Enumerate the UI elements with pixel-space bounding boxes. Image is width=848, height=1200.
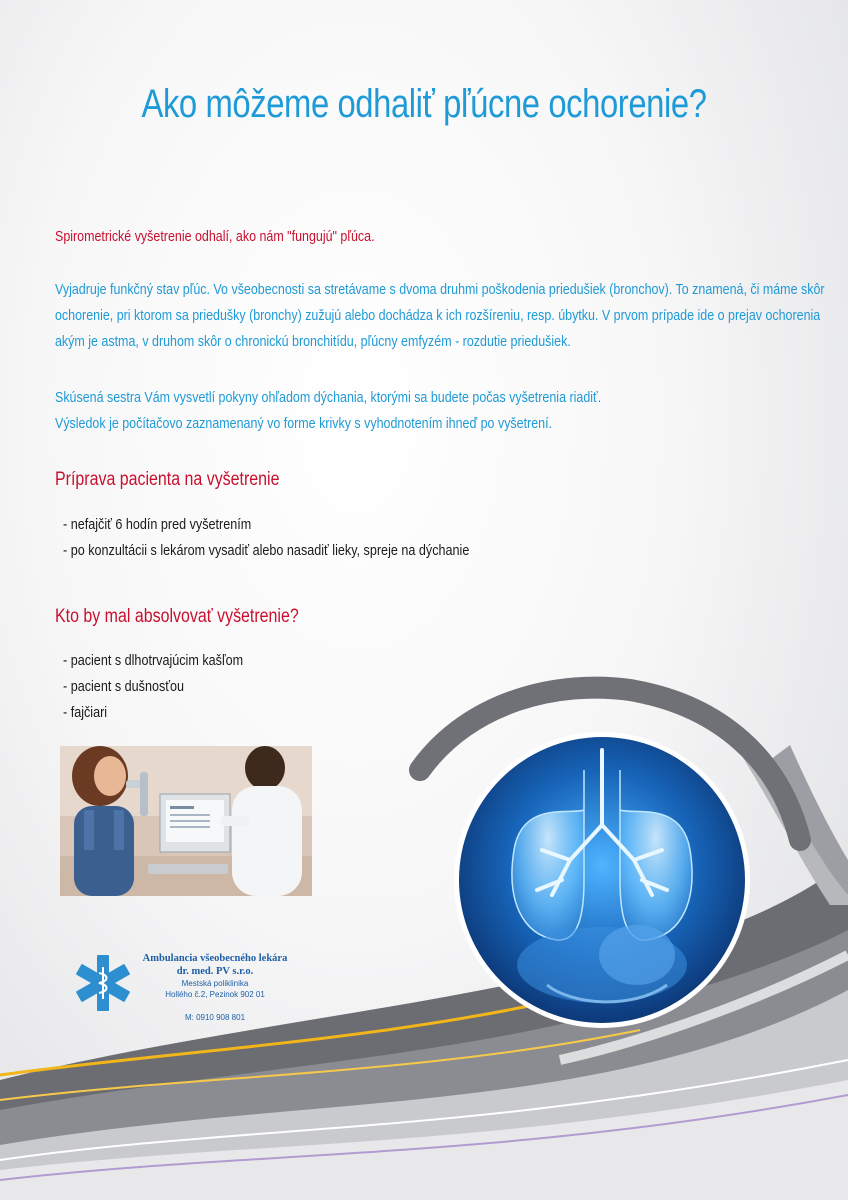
paragraph-1-line-2: ochorenie, pri ktorom sa priedušky (bronchy) zužujú alebo dochádza k ich rozšíreniu, resp. úbytku. V prvom prípade ide o prejav ochorenia (55, 308, 821, 324)
clinic-name: Ambulancia všeobecného lekára (142, 953, 288, 964)
intro-text: Spirometrické vyšetrenie odhalí, ako nám "fungujú" pľúca. (55, 229, 375, 245)
preparation-list (63, 512, 547, 564)
clinic-location: Mestská poliklinika (181, 979, 249, 988)
list-item: - nefajčiť 6 hodín pred vyšetrením (63, 516, 252, 533)
paragraph-1-line-3: akým je astma, v druhom skôr o chronickú bronchitídu, pľúcny emfyzém - rozdutie priedušiek. (55, 334, 571, 350)
clinic-info (140, 952, 290, 1023)
clinic-phone: M: 0910 908 801 (184, 1013, 246, 1022)
who-list (63, 648, 277, 726)
spirometry-photo (60, 746, 312, 896)
list-item: - po konzultácii s lekárom vysadiť alebo nasadiť lieky, spreje na dýchanie (63, 542, 470, 559)
list-item: - fajčiari (63, 704, 108, 721)
list-item: - pacient s dlhotrvajúcim kašľom (63, 652, 244, 669)
who-heading: Kto by mal absolvovať vyšetrenie? (55, 606, 299, 627)
paragraph-2-line-2: Výsledok je počítačovo zaznamenaný vo forme krivky s vyhodnotením ihneď po vyšetrení. (55, 416, 553, 432)
page-title: Ako môžeme odhaliť pľúcne ochorenie? (141, 82, 707, 126)
clinic-doctor: dr. med. PV s.r.o. (176, 966, 254, 977)
star-of-life-logo-icon (73, 953, 133, 1013)
paragraph-2-line-1: Skúsená sestra Vám vysvetlí pokyny ohľadom dýchania, ktorými sa budete počas vyšetrenia riadiť. (55, 390, 602, 406)
lungs-illustration (452, 730, 752, 1030)
preparation-heading: Príprava pacienta na vyšetrenie (55, 469, 280, 490)
clinic-address: Hollého č.2, Pezinok 902 01 (165, 990, 265, 999)
list-item: - pacient s dušnosťou (63, 678, 184, 695)
paragraph-1-line-1: Vyjadruje funkčný stav pľúc. Vo všeobecnosti sa stretávame s dvoma druhmi poškodenia priedušiek (bronchov). To znamená, či máme skôr (55, 282, 825, 298)
